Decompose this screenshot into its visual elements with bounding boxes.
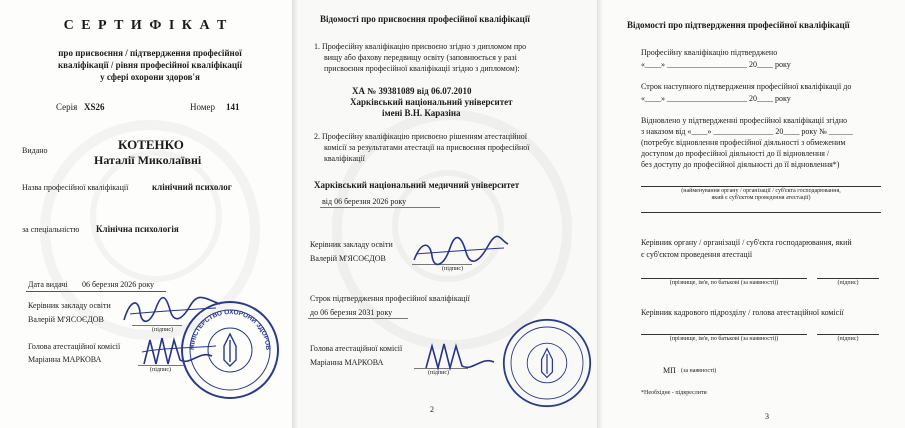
- specialty-value: Клінічна психологія: [96, 224, 179, 234]
- page2-commission-label: Голова атестаційної комісії: [310, 344, 403, 353]
- head-org-line2: є суб'єктом проведення атестації: [641, 250, 753, 259]
- item1-line1: 1. Професійну кваліфікацію присвоєно згідно з дипломом про: [314, 42, 527, 51]
- certificate-page-2: [292, 0, 597, 428]
- item1-line2: вищу або фахову передвищу освіту (заповнюється у разі: [324, 53, 517, 62]
- page3-number: 3: [765, 412, 769, 421]
- issue-date-label: Дата видачі: [28, 280, 68, 289]
- org-name-line: [641, 186, 881, 187]
- restore-line1: Відновлено у підтвердженні професійної кваліфікації згідно: [641, 116, 848, 125]
- decision-date-underline: [320, 207, 440, 208]
- org-caption-1: (найменування органу / організації / суб'єкта господарювання,: [681, 188, 841, 194]
- university-line1: Харківський національний університет: [350, 97, 513, 107]
- org-name-line-2: [641, 212, 881, 213]
- holder-surname: КОТЕНКО: [118, 137, 184, 152]
- page2-commission-sig-caption: (підпис): [428, 370, 450, 376]
- hr-name-caption: (прізвище, ім'я, по батькові (за наявності)): [669, 336, 779, 342]
- next-term-date: «____» ____________________ 20____ року: [641, 94, 791, 103]
- svg-text:МІНІСТЕРСТВО ОХОРОНИ ЗДОРОВ'Я: МІНІСТЕРСТВО ОХОРОНИ ЗДОРОВ'Я УКРАЇНИ: [177, 295, 272, 351]
- confirm-term-label: Строк підтвердження професійної кваліфікації: [310, 294, 470, 303]
- certificate-page-1: [0, 0, 292, 428]
- page2-head-name: Валерій М'ЯСОЄДОВ: [310, 254, 386, 263]
- page3-header: Відомості про підтвердження професійної кваліфікації: [627, 20, 850, 30]
- hr-head-line: Керівник кадрового підрозділу / голова атестаційної комісії: [641, 308, 844, 317]
- stamp-icon: [502, 318, 592, 408]
- head-org-sig-caption: (підпис): [837, 280, 859, 286]
- commission-signature-caption: (підпис): [150, 367, 172, 373]
- hr-name-line: [641, 334, 807, 335]
- head-org-name-caption: (прізвище, ім'я, по батькові (за наявності)): [669, 280, 779, 286]
- series-label: Серія: [56, 102, 78, 112]
- commission-label: Голова атестаційної комісії: [28, 342, 121, 351]
- number-label: Номер: [190, 102, 216, 112]
- stamp-icon: [177, 295, 280, 400]
- signature-icon: [410, 232, 510, 272]
- item2-line1: 2. Професійну кваліфікацію присвоєно рішенням атестаційної: [314, 132, 528, 141]
- page-fold-shadow: [292, 0, 298, 428]
- mp-label: МП: [663, 366, 676, 375]
- item2-line3: кваліфікації: [324, 154, 365, 163]
- page2-header: Відомості про присвоєння професійної кваліфікації: [320, 14, 530, 24]
- certificate-subtitle-3: у сфері охорони здоров'я: [100, 72, 200, 82]
- footnote: *Необхідне - підкреслити: [641, 390, 707, 396]
- confirmed-line: Професійну кваліфікацію підтверджено: [641, 48, 778, 57]
- certificate-title: С Е Р Т И Ф І К А Т: [63, 18, 229, 33]
- watermark-circle: [90, 150, 222, 282]
- issued-label: Видано: [22, 146, 48, 155]
- certificate-page-3: [597, 0, 905, 428]
- head-signature-caption: (підпис): [152, 327, 174, 333]
- commission-name: Маріанна МАРКОВА: [28, 355, 102, 364]
- hr-sig-caption: (підпис): [837, 336, 859, 342]
- restore-line2: з наказом від «____» _______________ 20____ року № ______: [641, 127, 853, 136]
- hr-sig-line: [817, 334, 879, 335]
- certificate-subtitle-1: про присвоєння / підтвердження професійної: [58, 48, 242, 58]
- specialty-label: за спеціальністю: [22, 225, 80, 234]
- head-label: Керівник закладу освіти: [28, 301, 111, 310]
- diploma-number: ХА № 39381089 від 06.07.2010: [352, 86, 472, 96]
- signature-icon: [422, 338, 502, 374]
- qualification-label: Назва професійної кваліфікації: [22, 183, 129, 192]
- restore-line4: доступом до професійної діяльності до її відновлення /: [641, 149, 830, 158]
- certificate-subtitle-2: кваліфікації / рівня професійної кваліфікації: [57, 60, 243, 70]
- number-value: 141: [226, 102, 240, 112]
- confirmed-date: «____» ____________________ 20____ року: [641, 60, 791, 69]
- head-org-sig-line: [817, 278, 879, 279]
- head-org-line1: Керівник органу / організації / суб'єкта господарювання, який: [641, 238, 852, 247]
- org-caption-2: який є суб'єктом проведення атестації): [711, 195, 811, 201]
- confirm-term-value: до 06 березня 2031 року: [310, 308, 393, 317]
- page-fold-shadow: [597, 0, 603, 428]
- item1-line3: присвоєння професійної кваліфікації згідно з дипломом):: [324, 64, 520, 73]
- series-value: XS26: [84, 102, 105, 112]
- holder-given-names: Наталії Миколаївні: [94, 153, 202, 167]
- mp-caption: (за наявності): [681, 368, 717, 374]
- page2-head-label: Керівник закладу освіти: [310, 240, 393, 249]
- page2-number: 2: [430, 405, 434, 414]
- restore-line3: (потребує відновлення професійної діяльності з обмеженим: [641, 138, 846, 147]
- decision-date: від 06 березня 2026 року: [322, 197, 407, 206]
- institution-name: Харківський національний медичний університет: [314, 180, 520, 190]
- confirm-term-underline: [308, 318, 408, 319]
- restore-line5: без доступу до професійної діяльності до її відновлення*): [641, 160, 840, 169]
- page2-commission-name: Маріанна МАРКОВА: [310, 358, 384, 367]
- next-term-line: Строк наступного підтвердження професійної кваліфікації до: [641, 82, 852, 91]
- qualification-value: клінічний психолог: [152, 182, 232, 192]
- issue-date-value: 06 березня 2026 року: [82, 280, 155, 289]
- head-org-name-line: [641, 278, 807, 279]
- item2-line2: комісії за результатами атестації на присвоєння професійної: [324, 143, 530, 152]
- page2-head-sig-caption: (підпис): [442, 266, 464, 272]
- university-line2: імені В.Н. Каразіна: [382, 108, 461, 118]
- head-name: Валерій М'ЯСОЄДОВ: [28, 315, 104, 324]
